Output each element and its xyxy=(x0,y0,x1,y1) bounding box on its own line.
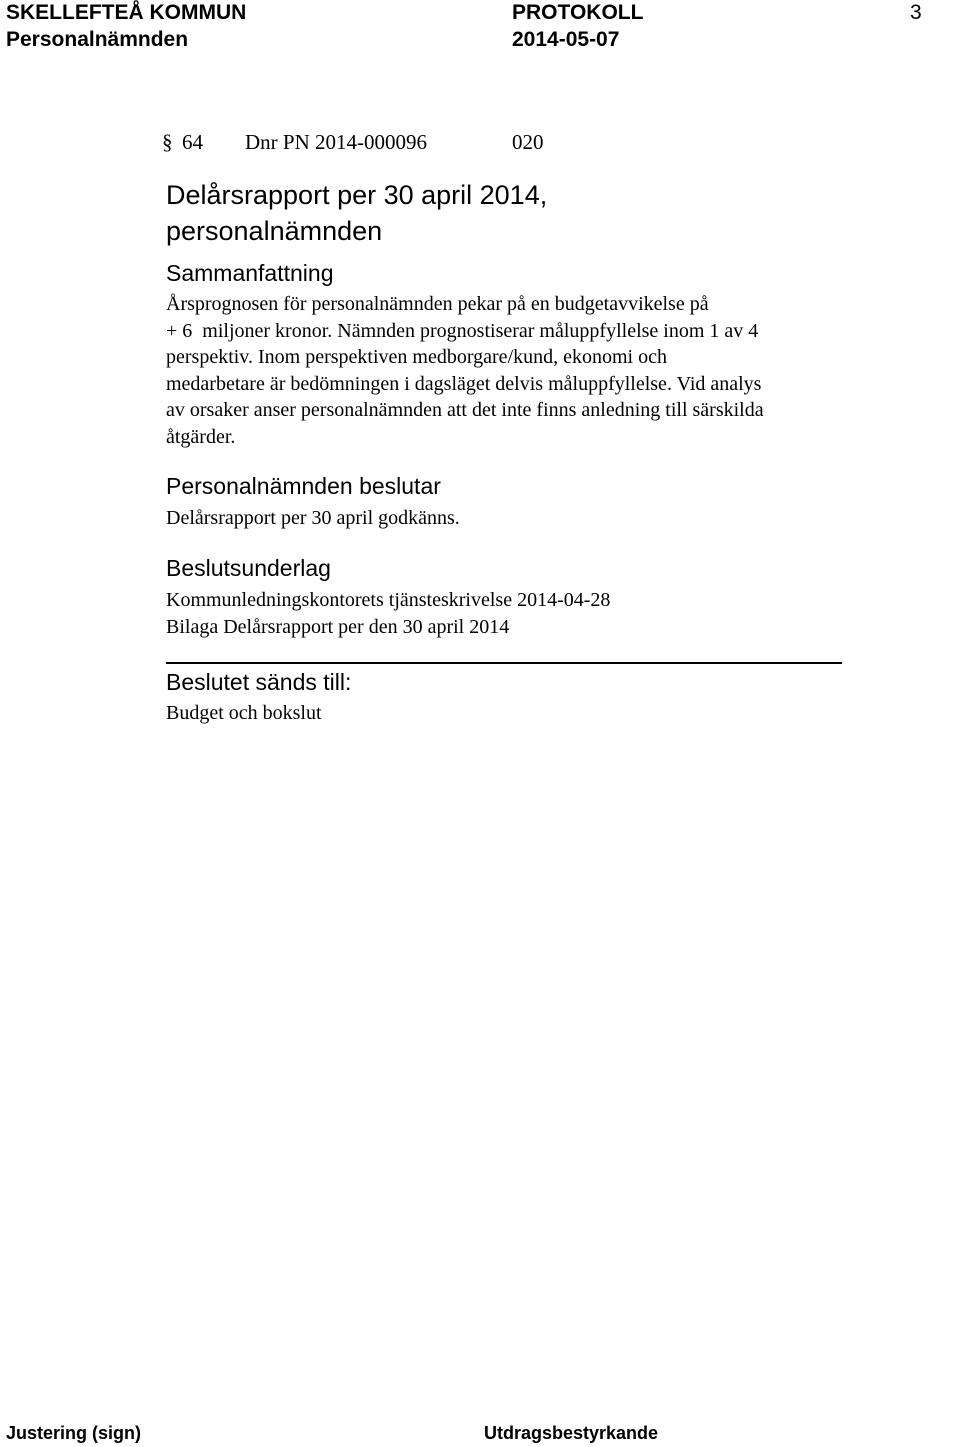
summary-line-2: + 6 miljoner kronor. Nämnden prognostiserar måluppfyllelse inom 1 av 4 xyxy=(166,320,759,342)
document-type: PROTOKOLL xyxy=(512,1,644,24)
sent-to-heading: Beslutet sänds till: xyxy=(166,669,352,695)
page-number: 3 xyxy=(910,1,922,24)
section-symbol: § xyxy=(162,130,173,154)
summary-line-1: Årsprognosen för personalnämnden pekar på en budgetavvikelse på xyxy=(166,293,709,315)
basis-item-2: Bilaga Delårsrapport per den 30 april 2014 xyxy=(166,616,510,638)
footer-signature-label: Justering (sign) xyxy=(6,1423,142,1443)
title-line-1: Delårsrapport per 30 april 2014, xyxy=(166,180,548,210)
sent-to-text: Budget och bokslut xyxy=(166,702,322,724)
summary-line-5: av orsaker anser personalnämnden att det inte finns anledning till särskilda xyxy=(166,399,764,421)
summary-heading: Sammanfattning xyxy=(166,260,334,286)
summary-line-6: åtgärder. xyxy=(166,426,236,448)
summary-line-4: medarbetare är bedömningen i dagsläget delvis måluppfyllelse. Vid analys xyxy=(166,373,762,395)
paragraph-number: 64 xyxy=(182,130,203,154)
section-divider xyxy=(166,662,842,664)
footer-certification-label: Utdragsbestyrkande xyxy=(484,1423,659,1443)
basis-heading: Beslutsunderlag xyxy=(166,555,331,581)
paragraph-code: 020 xyxy=(512,130,544,154)
title-line-2: personalnämnden xyxy=(166,216,383,246)
meeting-date: 2014-05-07 xyxy=(512,28,620,51)
decision-heading: Personalnämnden beslutar xyxy=(166,473,441,499)
dnr: Dnr PN 2014-000096 xyxy=(245,130,427,154)
committee-name: Personalnämnden xyxy=(6,28,189,51)
org-name: SKELLEFTEÅ KOMMUN xyxy=(6,1,247,24)
decision-text: Delårsrapport per 30 april godkänns. xyxy=(166,507,460,529)
basis-item-1: Kommunledningskontorets tjänsteskrivelse 2014-04-28 xyxy=(166,589,611,611)
summary-line-3: perspektiv. Inom perspektiven medborgare/kund, ekonomi och xyxy=(166,346,667,368)
